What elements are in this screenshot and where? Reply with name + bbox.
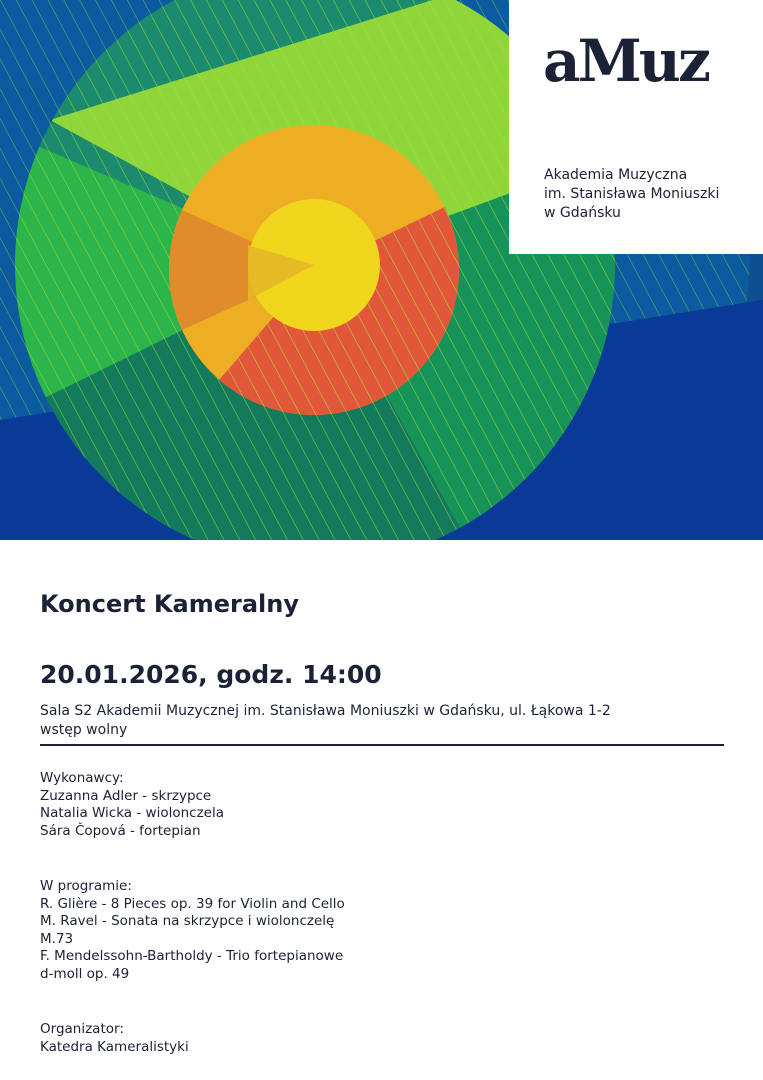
institution-line: w Gdańsku (544, 205, 621, 221)
admission-note: wstęp wolny (40, 722, 128, 738)
organizer-heading: Organizator: (40, 1021, 124, 1037)
amuz-logo: aMuz (543, 27, 708, 95)
institution-line: im. Stanisława Moniuszki (544, 186, 720, 202)
performer-item: Natalia Wicka - wiolonczela (40, 805, 224, 821)
event-venue (40, 702, 611, 740)
program-item: F. Mendelssohn-Bartholdy - Trio fortepianowe (40, 948, 344, 964)
performer-item: Sára Čopová - fortepian (40, 822, 201, 839)
program-item: M.73 (40, 930, 74, 947)
institution-line: Akademia Muzyczna (544, 167, 688, 183)
organizer-section (40, 1021, 189, 1056)
event-datetime: 20.01.2026, godz. 14:00 (40, 660, 382, 689)
event-title: Koncert Kameralny (40, 590, 299, 618)
organizer-name: Katedra Kameralistyki (40, 1038, 189, 1055)
logo-panel (509, 0, 763, 254)
program-item: R. Glière - 8 Pieces op. 39 for Violin and Cello (40, 895, 345, 912)
performers-section (40, 770, 224, 840)
institution-name (544, 166, 719, 223)
program-item: d-moll op. 49 (40, 965, 130, 982)
performers-heading: Wykonawcy: (40, 770, 124, 786)
program-heading: W programie: (40, 878, 132, 894)
program-section (40, 878, 345, 983)
venue-address: Sala S2 Akademii Muzycznej im. Stanisława Moniuszki w Gdańsku, ul. Łąkowa 1-2 (40, 703, 611, 719)
program-item: M. Ravel - Sonata na skrzypce i wiolonczelę (40, 913, 335, 929)
divider (40, 744, 724, 746)
performer-item: Zuzanna Adler - skrzypce (40, 787, 212, 804)
